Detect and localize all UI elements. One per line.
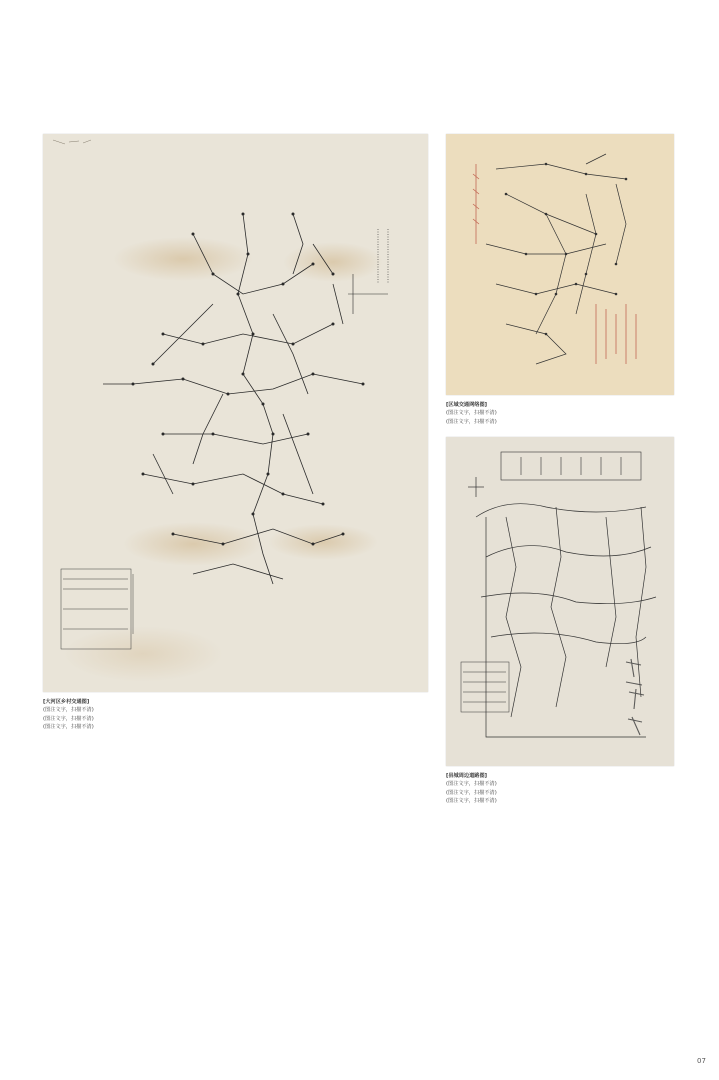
caption-line: (图注文字，扫描不清) [446,418,497,425]
caption-title: [县城周边道路图] [446,773,488,779]
caption-title: [大河区乡村交通图] [43,699,90,705]
caption-right-bottom [446,772,674,806]
caption-line: (图注文字，扫描不清) [446,798,497,805]
caption-line: (图注文字，扫描不清) [446,410,497,417]
caption-line: (图注文字，扫描不清) [446,781,497,788]
map-image-right-bottom [446,437,674,766]
map-image-left [43,134,428,692]
caption-line: (图注文字，扫描不清) [43,707,94,714]
page-number: 07 [697,1057,706,1065]
caption-left [43,698,333,732]
map-image-right-top [446,134,674,395]
caption-right-top [446,401,674,426]
caption-title: [区域交通网络图] [446,402,488,408]
caption-line: (图注文字，扫描不清) [43,715,94,722]
caption-line: (图注文字，扫描不清) [446,789,497,796]
caption-line: (图注文字，扫描不清) [43,724,94,731]
